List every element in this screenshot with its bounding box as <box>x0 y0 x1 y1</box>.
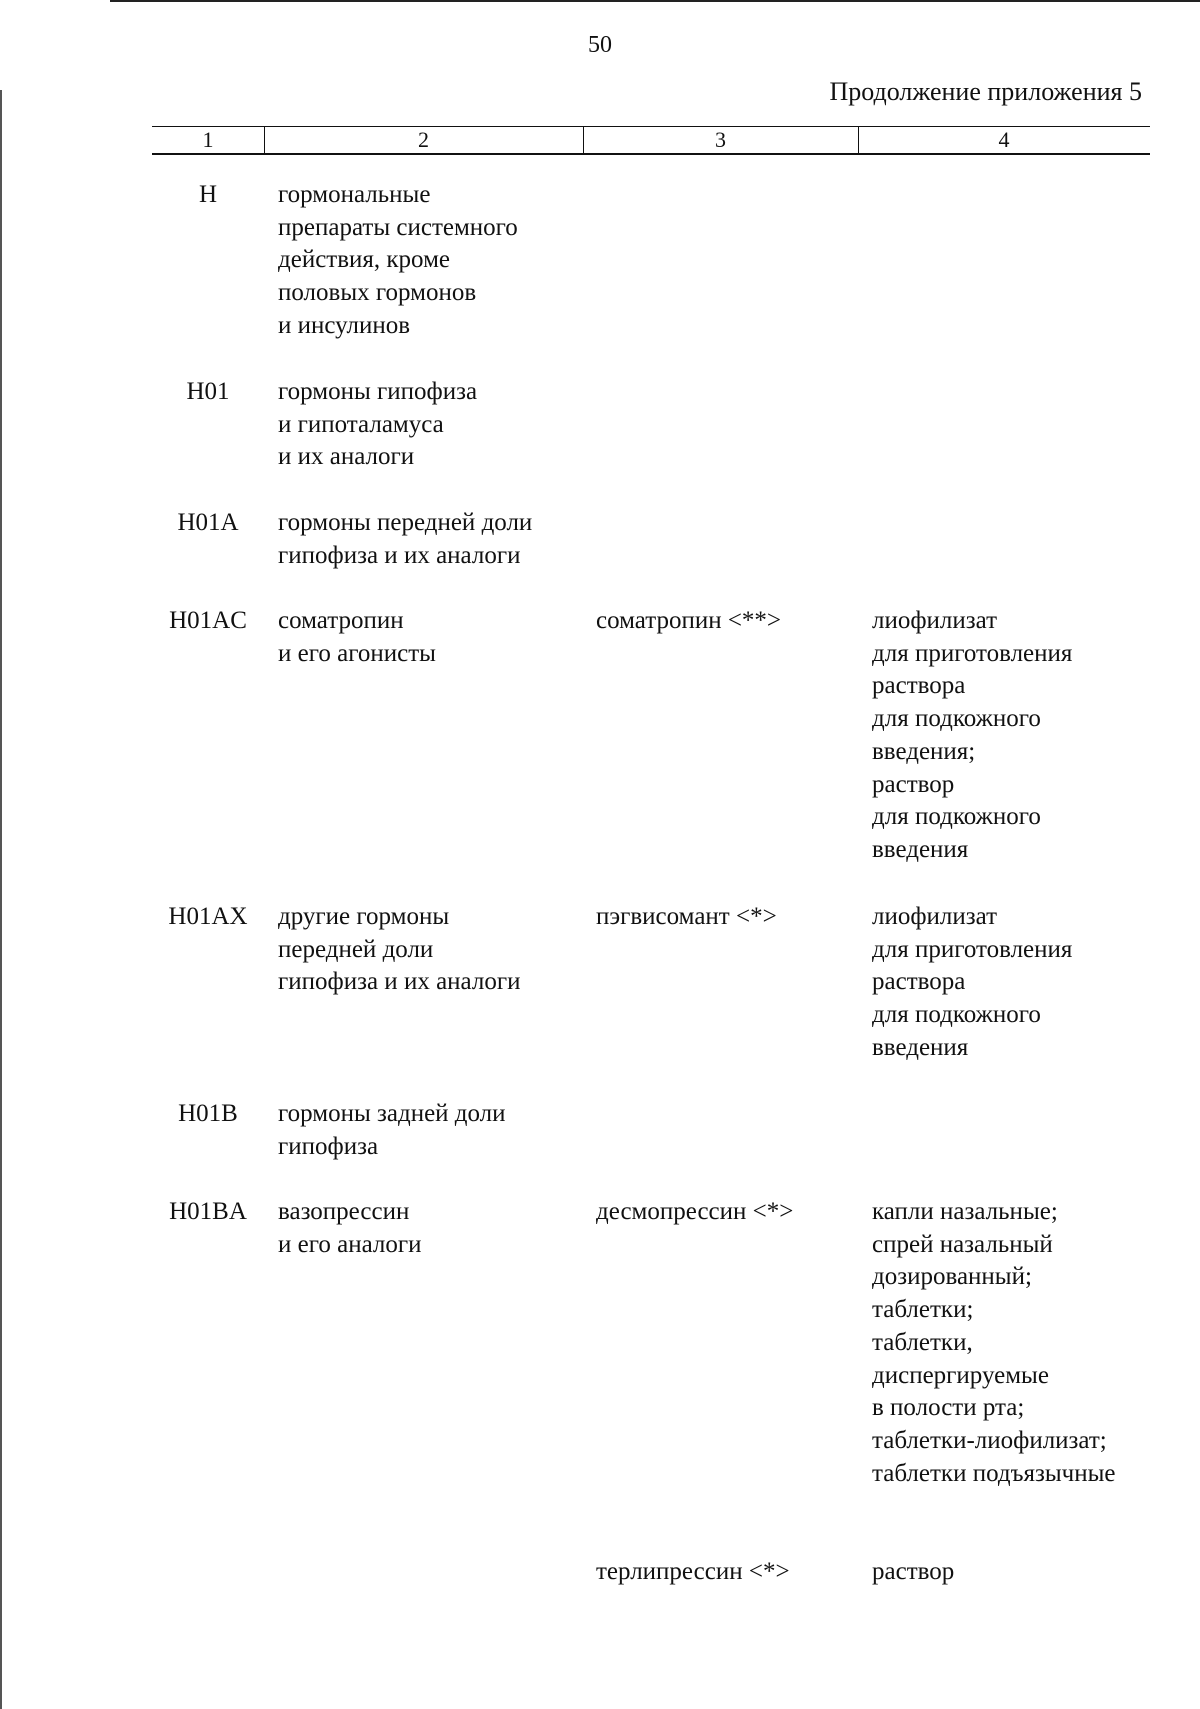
column-number-1: 1 <box>202 127 214 152</box>
atc-code: H01 <box>186 378 230 405</box>
atc-group-name: вазопрессин и его аналоги <box>278 1198 422 1258</box>
page-number: 50 <box>588 32 612 58</box>
continuation-title: Продолжение приложения 5 <box>829 77 1142 106</box>
column-number-row <box>152 126 1150 155</box>
drug-name: пэгвисомант <*> <box>596 903 777 930</box>
scan-edge-top <box>110 0 1200 2</box>
dosage-form: раствор <box>872 1558 955 1585</box>
drug-name: соматропин <**> <box>596 607 782 634</box>
atc-group-name: другие гормоны передней доли гипофиза и их аналоги <box>278 903 521 996</box>
drug-name: десмопрессин <*> <box>596 1198 794 1225</box>
atc-group-name: гормоны гипофиза и гипоталамуса и их аналоги <box>278 378 478 471</box>
atc-code: H01AX <box>168 903 248 930</box>
atc-code: H01BA <box>169 1198 247 1225</box>
dosage-form: лиофилизат для приготовления раствора для подкожного введения <box>872 903 1073 1061</box>
header-bottom-rule <box>152 153 1150 155</box>
scan-edge-left <box>0 90 2 1709</box>
dosage-form: лиофилизат для приготовления раствора для подкожного введения; раствор для подкожного введения <box>872 607 1073 863</box>
atc-group-name: гормоны задней доли гипофиза <box>278 1100 506 1160</box>
dosage-form: капли назальные; спрей назальный дозированный; таблетки; таблетки, диспергируемые в полости рта; таблетки-лиофилизат; таблетки подъязычные <box>872 1198 1116 1487</box>
column-number-3: 3 <box>715 127 726 152</box>
atc-code: H <box>198 181 218 208</box>
atc-group-name: гормональные препараты системного действия, кроме половых гормонов и инсулинов <box>278 181 518 339</box>
atc-group-name: соматропин и его агонисты <box>278 607 436 667</box>
atc-code: H01AC <box>169 607 247 634</box>
atc-code: H01A <box>177 509 239 536</box>
column-number-4: 4 <box>998 127 1010 152</box>
column-number-2: 2 <box>418 127 429 152</box>
atc-group-name: гормоны передней доли гипофиза и их аналоги <box>278 509 533 569</box>
drug-name: терлипрессин <*> <box>596 1558 790 1585</box>
atc-code: H01B <box>178 1100 238 1127</box>
